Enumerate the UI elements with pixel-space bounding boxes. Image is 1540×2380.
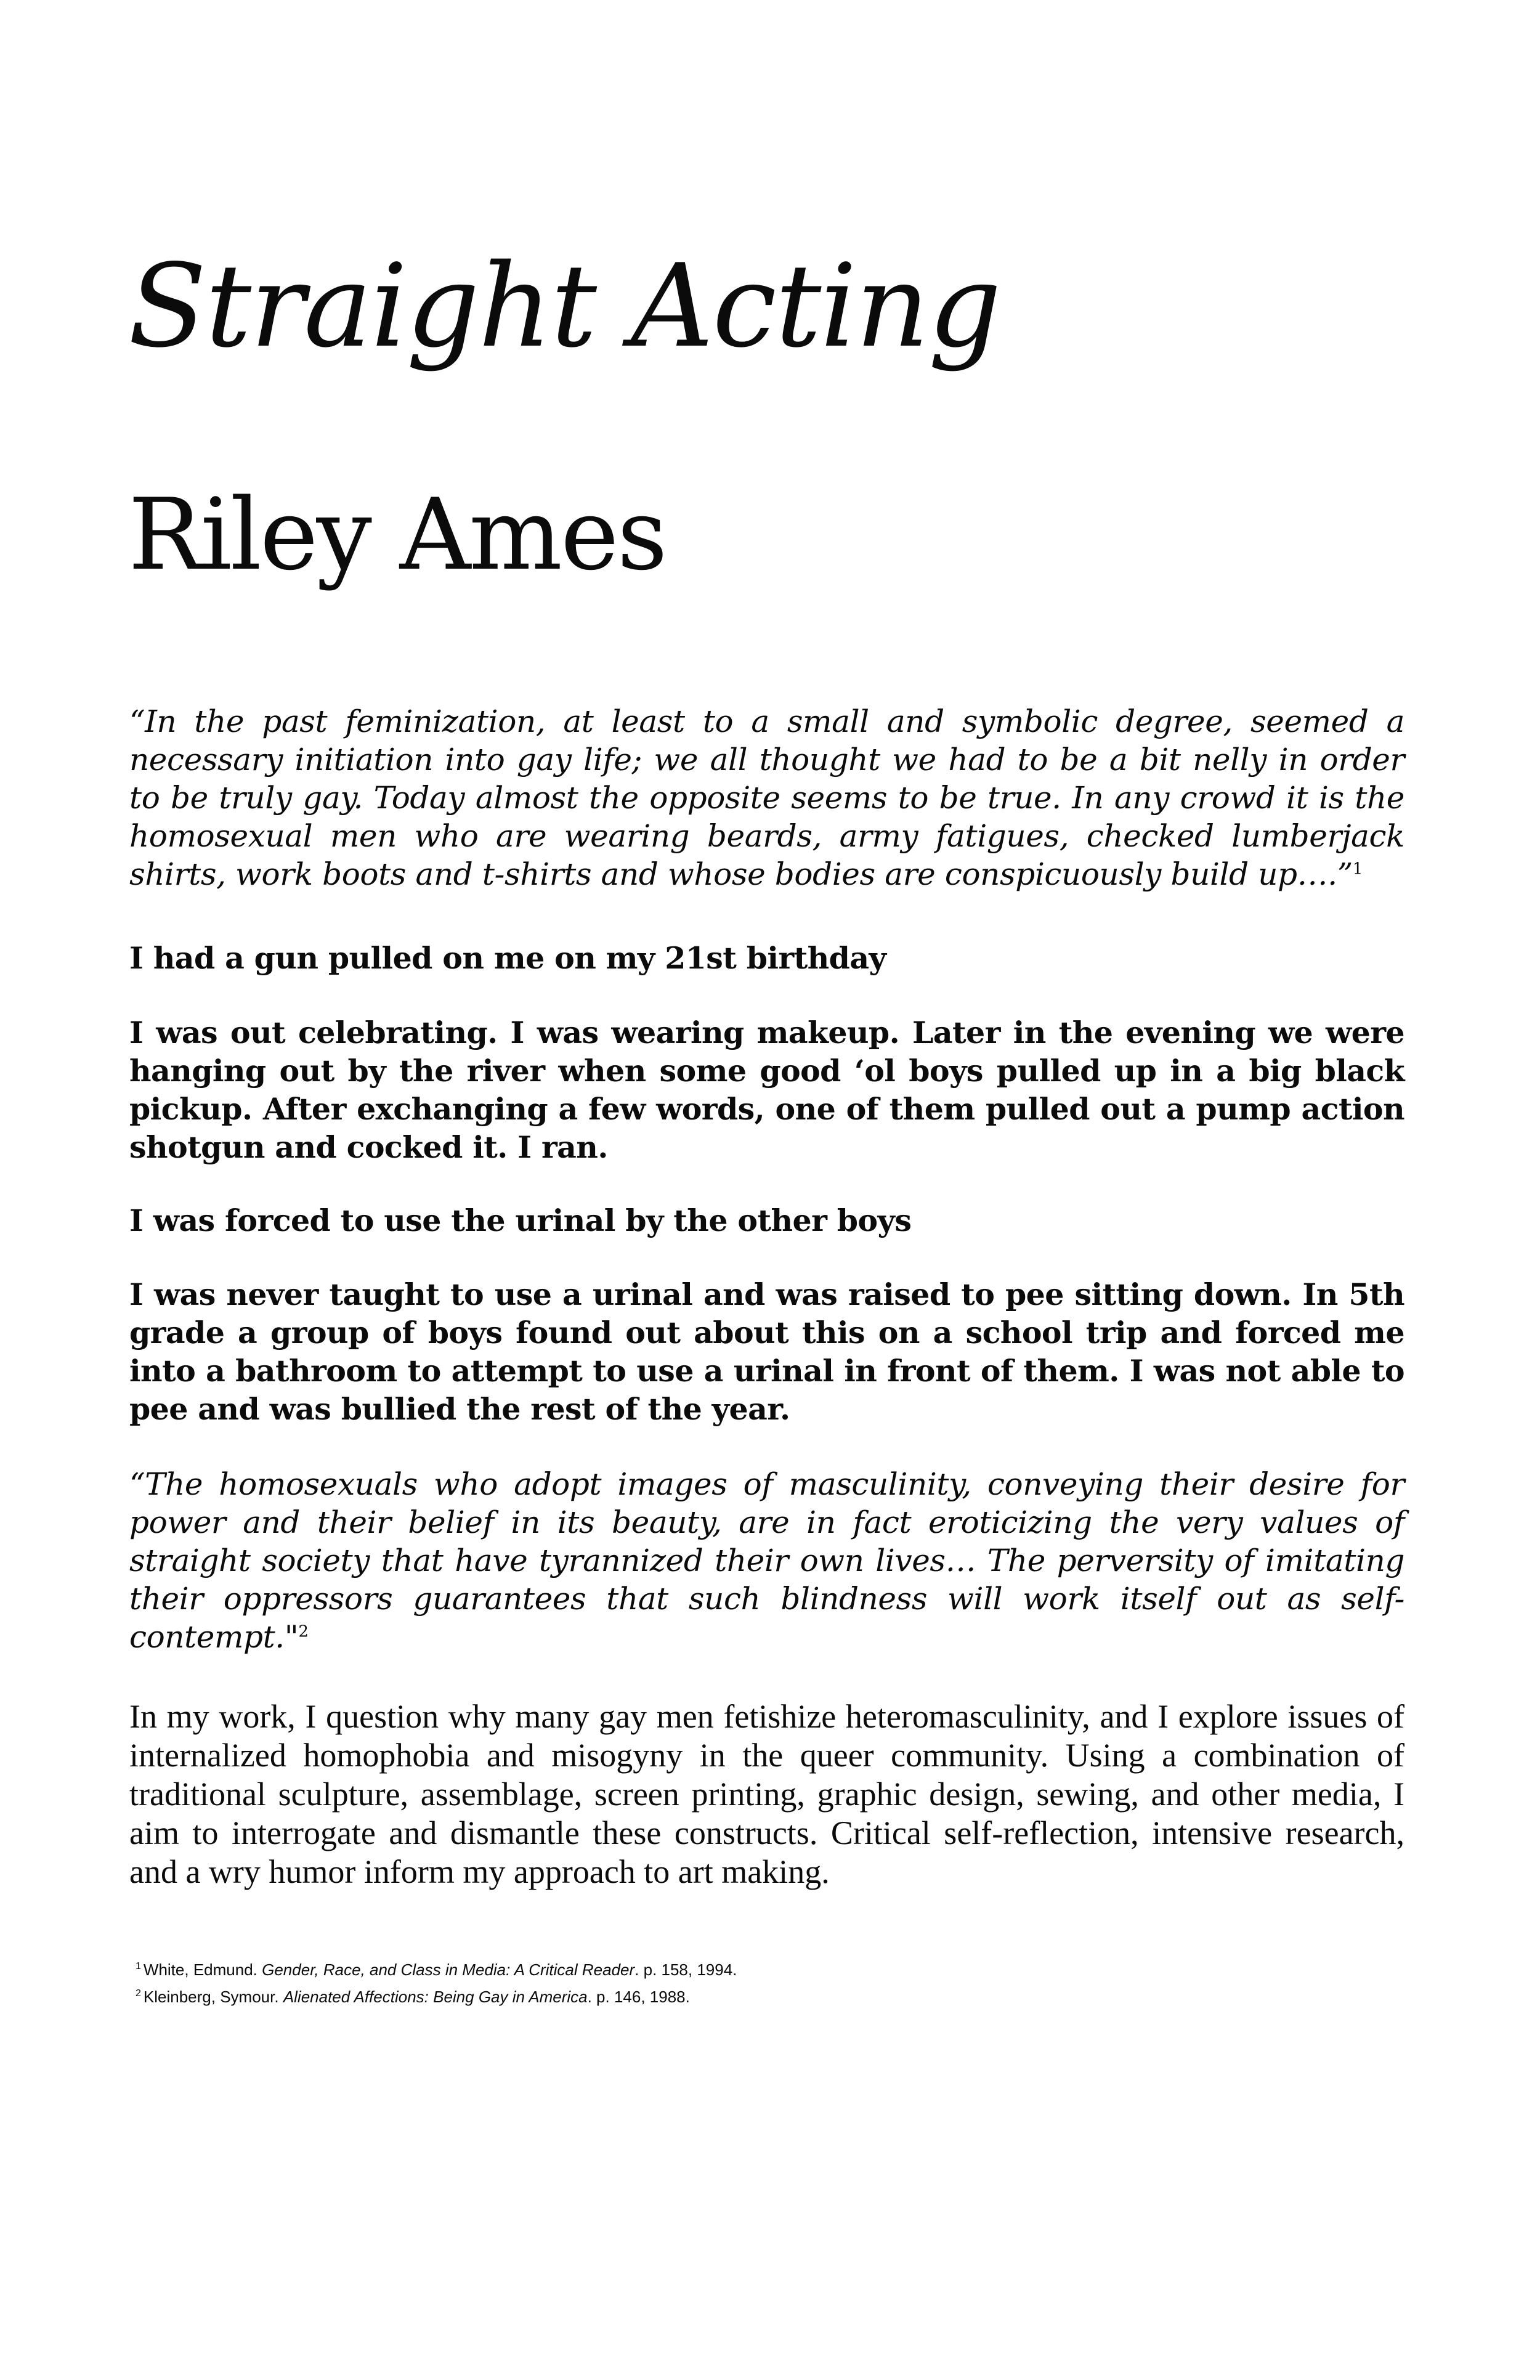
footnote-2-details: . p. 146, 1988. bbox=[587, 1988, 690, 2006]
footnote-1-author: White, Edmund. bbox=[143, 1960, 257, 1979]
story-1-heading: I had a gun pulled on me on my 21st birthday bbox=[129, 940, 886, 976]
footnote-2 bbox=[136, 1983, 1368, 2010]
story-2-body: I was never taught to use a urinal and was raised to pee sitting down. In 5th grade a group of boys found out about this on a school trip and forced me into a bathroom to attempt to use a urinal in front of them. I was not able to pee and was bullied the rest of the year. bbox=[129, 1277, 1404, 1427]
footnote-1-details: . p. 158, 1994. bbox=[634, 1960, 737, 1979]
story-1-body: I was out celebrating. I was wearing makeup. Later in the evening we were hanging out by the river when some good ‘ol boys pulled up in a big black pickup. After exchanging a few words, one of them pulled out a pump action shotgun and cocked it. I ran. bbox=[129, 1015, 1404, 1165]
epigraph-quote-2-text: “The homosexuals who adopt images of masculinity, conveying their desire for power and their belief in its beauty, are in fact eroticizing the very values of straight society that have tyrannized their own lives… The perversity of imitating their oppressors guarantees that such blindness will work itself out as self-contempt." bbox=[129, 1466, 1404, 1655]
document-title: Straight Acting bbox=[128, 239, 1000, 373]
footnote-2-book: Alienated Affections: Being Gay in America bbox=[283, 1988, 588, 2006]
epigraph-quote-2 bbox=[129, 1465, 1404, 1656]
epigraph-quote-1-text: “In the past feminization, at least to a small and symbolic degree, seemed a necessary initiation into gay life; we all thought we had to be a bit nelly in order to be truly gay. Today almost the opposite seems to be true. In any crowd it is the homosexual men who are wearing beards, army fatigues, checked lumberjack shirts, work boots and t-shirts and whose bodies are conspicuously build up….” bbox=[129, 704, 1404, 892]
footnote-ref-2: 2 bbox=[298, 1622, 309, 1641]
footnote-1-book: Gender, Race, and Class in Media: A Critical Reader bbox=[262, 1960, 635, 1979]
artist-statement: In my work, I question why many gay men fetishize heteromasculinity, and I explore issues of internalized homophobia and misogyny in the queer community. Using a combination of traditional sculpture, assemblage, screen printing, graphic design, sewing, and other media, I aim to interrogate and dismantle these constructs. Critical self-reflection, intensive research, and a wry humor inform my approach to art making. bbox=[129, 1698, 1404, 1890]
footnotes bbox=[136, 1956, 1368, 2010]
footnote-1-mark: 1 bbox=[136, 1961, 141, 1972]
story-2-heading: I was forced to use the urinal by the other boys bbox=[129, 1203, 912, 1238]
footnote-ref-1: 1 bbox=[1352, 859, 1363, 879]
footnote-1 bbox=[136, 1956, 1368, 1983]
footnote-2-author: Kleinberg, Symour. bbox=[143, 1988, 279, 2006]
footnote-2-mark: 2 bbox=[136, 1988, 141, 1999]
epigraph-quote-1 bbox=[129, 702, 1404, 893]
author-name: Riley Ames bbox=[128, 477, 666, 592]
